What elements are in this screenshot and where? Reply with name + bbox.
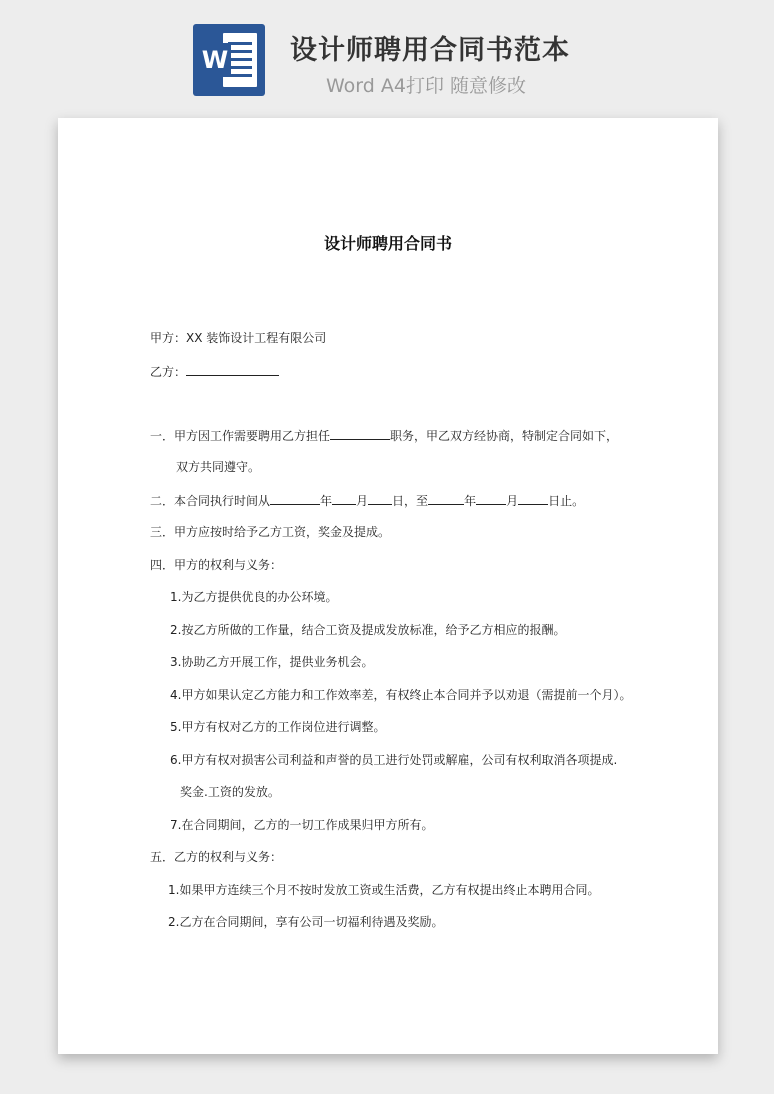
position-blank	[330, 427, 390, 440]
word-icon-letter: W	[199, 43, 231, 77]
clause-5-item: 2.乙方在合同期间，享有公司一切福利待遇及奖励。	[168, 915, 444, 929]
clause-4: 四．甲方的权利与义务：	[150, 558, 283, 572]
clause-3: 三．甲方应按时给予乙方工资，奖金及提成。	[150, 525, 391, 539]
banner-title: 设计师聘用合同书范本	[290, 35, 570, 66]
clause-4-item: 5.甲方有权对乙方的工作岗位进行调整。	[170, 720, 386, 734]
clause-1: 一．甲方因工作需要聘用乙方担任 职务，甲乙双方经协商，特制定合同如下，	[150, 429, 619, 443]
clause-4-item: 1.为乙方提供优良的办公环境。	[170, 590, 338, 604]
party-b-label: 乙方：	[150, 365, 187, 379]
document-page	[58, 118, 718, 1054]
banner	[0, 0, 774, 118]
clause-1-cont: 双方共同遵守。	[176, 460, 261, 474]
clause-5-item: 1.如果甲方连续三个月不按时发放工资或生活费，乙方有权提出终止本聘用合同。	[168, 883, 600, 897]
banner-subtitle: Word A4打印 随意修改	[326, 75, 527, 97]
document-title: 设计师聘用合同书	[323, 234, 452, 253]
clause-4-item: 6.甲方有权对损害公司利益和声誉的员工进行处罚或解雇，公司有权利取消各项提成.	[170, 753, 618, 767]
clause-4-item: 3.协助乙方开展工作，提供业务机会。	[170, 655, 374, 669]
clause-4-item: 7.在合同期间，乙方的一切工作成果归甲方所有。	[170, 818, 434, 832]
party-a: 甲方：XX 装饰设计工程有限公司	[150, 331, 327, 345]
party-b	[150, 363, 279, 380]
party-b-blank	[186, 363, 279, 376]
clause-2: 二．本合同执行时间从 年 月 日，至 年 月 日止。	[150, 494, 585, 508]
clause-4-item-cont: 奖金.工资的发放。	[180, 785, 280, 799]
word-icon	[193, 24, 265, 96]
clause-4-item: 4.甲方如果认定乙方能力和工作效率差，有权终止本合同并予以劝退（需提前一个月）。	[170, 688, 632, 702]
clause-4-item: 2.按乙方所做的工作量，结合工资及提成发放标准，给予乙方相应的报酬。	[170, 623, 566, 637]
clause-5: 五．乙方的权利与义务：	[150, 850, 283, 864]
